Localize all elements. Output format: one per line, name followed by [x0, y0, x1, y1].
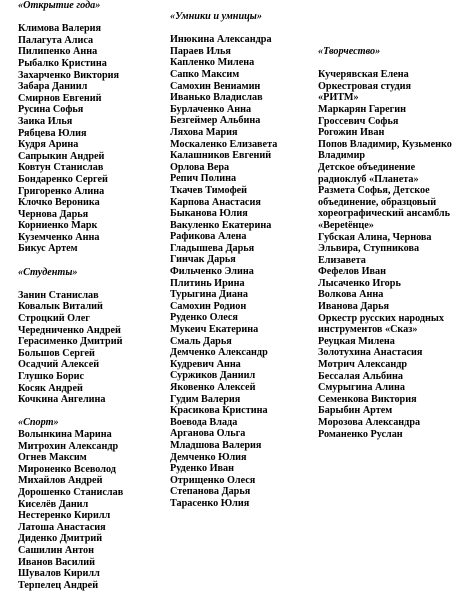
- name-entry: Губская Алина, Чернова Эльвира, Ступникова Елизавета: [318, 231, 432, 266]
- section-title: «Спорт»: [18, 417, 59, 429]
- name-entry: Пилипенко Анна: [18, 46, 98, 58]
- name-entry: Романенко Руслан: [318, 428, 403, 440]
- name-entry: Рафикова Алена: [170, 231, 247, 243]
- name-entry: Капленко Милена: [170, 57, 255, 69]
- name-entry: Заика Илья: [18, 115, 73, 127]
- column-left: [18, 0, 168, 591]
- name-entry: Ляхова Мария: [170, 126, 238, 138]
- name-entry: Ковалык Виталий: [18, 301, 103, 313]
- name-entry: Рыбалко Кристина: [18, 57, 107, 69]
- name-entry: Сапко Максим: [170, 68, 240, 80]
- name-entry: Размета Софья, Детское объединение, образцовый хореографический ансамбль «Верetёнце»: [318, 185, 451, 231]
- name-entry: Иванько Владислав: [170, 92, 263, 104]
- name-entry: Москаленко Елизавета: [170, 138, 278, 150]
- name-entry: Волкова Анна: [318, 289, 384, 301]
- name-entry: Сашилин Антон: [18, 544, 94, 556]
- name-entry: Климова Валерия: [18, 23, 102, 35]
- section-title: «Умники и умницы»: [170, 11, 262, 22]
- name-entry: Чередниченко Андрей: [18, 324, 121, 336]
- name-entry: Кочкина Ангелина: [18, 394, 106, 406]
- name-entry: Параев Илья: [170, 45, 231, 57]
- name-entry: Ткачев Тимофей: [170, 184, 248, 196]
- section-students: [18, 267, 168, 406]
- name-entry: Строцкий Олег: [18, 313, 90, 325]
- name-entry: Семенкова Виктория: [318, 393, 417, 405]
- name-entry: Реуцкая Милена: [318, 335, 395, 347]
- name-entry: Яковенко Алексей: [170, 382, 256, 393]
- name-entry: Демченко Юлия: [170, 451, 247, 463]
- name-entry: Оркестр русских народных инструментов «Сказ»: [318, 312, 444, 336]
- section-title: «Открытие года»: [18, 0, 101, 11]
- name-entry: Рябцева Юлия: [18, 127, 87, 139]
- name-entry: Киселёв Данил: [18, 498, 89, 510]
- name-entry: Суржиков Даниил: [170, 370, 256, 382]
- name-list: [18, 429, 168, 591]
- name-entry: Смурыгина Алина: [318, 382, 405, 394]
- name-list: [318, 69, 453, 440]
- name-entry: Гинчак Дарья: [170, 254, 236, 266]
- name-entry: Морозова Александра: [318, 417, 421, 428]
- name-entry: Ковтун Станислав: [18, 162, 104, 174]
- name-entry: Русина Софья: [18, 104, 84, 116]
- name-entry: Золотухина Анастасия: [318, 347, 423, 359]
- name-entry: Мукеич Екатерина: [170, 324, 259, 336]
- name-entry: Вакуленко Екатерина: [170, 219, 272, 231]
- name-entry: Детское объединение радиоклуб «Планета»: [318, 161, 419, 185]
- name-entry: Гладышева Дарья: [170, 242, 255, 254]
- name-entry: Тарасенко Юлия: [170, 497, 250, 509]
- name-entry: Диденко Дмитрий: [18, 533, 103, 545]
- name-entry: Самохин Родион: [170, 300, 247, 312]
- column-middle: [170, 11, 310, 510]
- name-entry: Чернова Дарья: [18, 208, 89, 220]
- name-entry: Кудря Арина: [18, 139, 79, 151]
- name-entry: Бондаренко Сергей: [18, 173, 108, 185]
- section-sport: [18, 417, 168, 591]
- name-entry: Корниенко Марк: [18, 220, 98, 232]
- name-entry: Иванова Дарья: [318, 301, 390, 313]
- name-entry: Оркестровая студия «РИТМ»: [318, 80, 412, 104]
- name-entry: Куземченко Анна: [18, 231, 100, 243]
- name-entry: Огнев Максим: [18, 452, 87, 464]
- name-entry: Бессалая Альбина: [318, 370, 403, 382]
- name-entry: Самохин Вениамин: [170, 80, 261, 92]
- name-entry: Мироненко Всеволод: [18, 463, 116, 475]
- name-entry: Глушко Борис: [18, 371, 85, 382]
- name-entry: Арганова Ольга: [170, 428, 246, 440]
- name-entry: Забара Даниил: [18, 81, 88, 93]
- name-entry: Захарченко Виктория: [18, 69, 119, 81]
- name-entry: Сапрыкин Андрей: [18, 150, 105, 162]
- name-entry: Безгеймер Альбина: [170, 115, 261, 127]
- name-entry: Отрищенко Олеся: [170, 474, 256, 486]
- name-list: [18, 23, 168, 255]
- name-entry: Гроссевич Софья: [318, 115, 399, 127]
- name-entry: Попов Владимир, Кузьменко Владимир: [318, 138, 452, 162]
- name-entry: Терпелец Андрей: [18, 579, 99, 591]
- name-entry: Палагута Алиса: [18, 34, 94, 46]
- name-entry: Осадчий Алексей: [18, 359, 100, 371]
- name-entry: Занин Станислав: [18, 289, 99, 301]
- name-list: [18, 290, 168, 406]
- name-entry: Фильченко Элина: [170, 266, 254, 278]
- name-entry: Клочко Вероника: [18, 197, 100, 209]
- name-entry: Большов Сергей: [18, 347, 95, 359]
- name-entry: Калашников Евгений: [170, 150, 272, 162]
- name-list: [170, 34, 310, 509]
- name-entry: Степанова Дарья: [170, 486, 251, 498]
- name-entry: Рогожин Иван: [318, 127, 385, 139]
- name-entry: Гудим Валерия: [170, 393, 241, 405]
- name-entry: Фефелов Иван: [318, 266, 386, 278]
- name-entry: Григоренко Алина: [18, 185, 105, 197]
- name-entry: Герасименко Дмитрий: [18, 336, 123, 348]
- name-entry: Дорошенко Станислав: [18, 486, 124, 498]
- name-entry: Репич Полина: [170, 173, 237, 185]
- name-entry: Лысаченко Игорь: [318, 277, 401, 289]
- name-entry: Плитинь Ирина: [170, 277, 245, 289]
- name-entry: Шувалов Кирилл: [18, 568, 100, 580]
- name-entry: Бикус Артем: [18, 243, 78, 255]
- name-entry: Руденко Олеся: [170, 312, 238, 324]
- section-clever: [170, 11, 310, 510]
- name-entry: Кучерявская Елена: [318, 69, 409, 81]
- section-creative: [318, 46, 453, 440]
- name-entry: Волынкина Марина: [18, 428, 112, 440]
- name-entry: Смаль Дарья: [170, 335, 232, 347]
- name-entry: Младшова Валерия: [170, 439, 262, 451]
- name-entry: Орлова Вера: [170, 161, 230, 173]
- name-entry: Кудревич Анна: [170, 358, 241, 370]
- name-entry: Быканова Юлия: [170, 208, 248, 220]
- section-title: «Творчество»: [318, 46, 381, 57]
- name-entry: Мотрич Александр: [318, 359, 408, 371]
- name-entry: Руденко Иван: [170, 463, 234, 475]
- section-title: «Студенты»: [18, 266, 78, 278]
- name-entry: Михайлов Андрей: [18, 475, 103, 487]
- name-entry: Карпова Анастасия: [170, 196, 261, 208]
- name-entry: Нестеренко Кирилл: [18, 510, 111, 522]
- name-entry: Воевода Влада: [170, 416, 238, 428]
- name-entry: Смирнов Евгений: [18, 92, 102, 104]
- name-entry: Турыгина Диана: [170, 289, 248, 301]
- column-right: [318, 46, 453, 440]
- name-entry: Митрохин Александр: [18, 440, 119, 452]
- name-entry: Демченко Александр: [170, 347, 268, 359]
- name-entry: Латоша Анастасия: [18, 521, 106, 533]
- name-entry: Красикова Кристина: [170, 405, 268, 417]
- section-opening: [18, 0, 168, 255]
- name-entry: Маркарян Гарегин: [318, 103, 407, 115]
- name-entry: Инюкина Александра: [170, 34, 272, 46]
- name-entry: Иванов Василий: [18, 556, 96, 568]
- name-entry: Косяк Андрей: [18, 382, 83, 394]
- name-entry: Барыбин Артем: [318, 405, 393, 417]
- name-entry: Бурлаченко Анна: [170, 103, 252, 115]
